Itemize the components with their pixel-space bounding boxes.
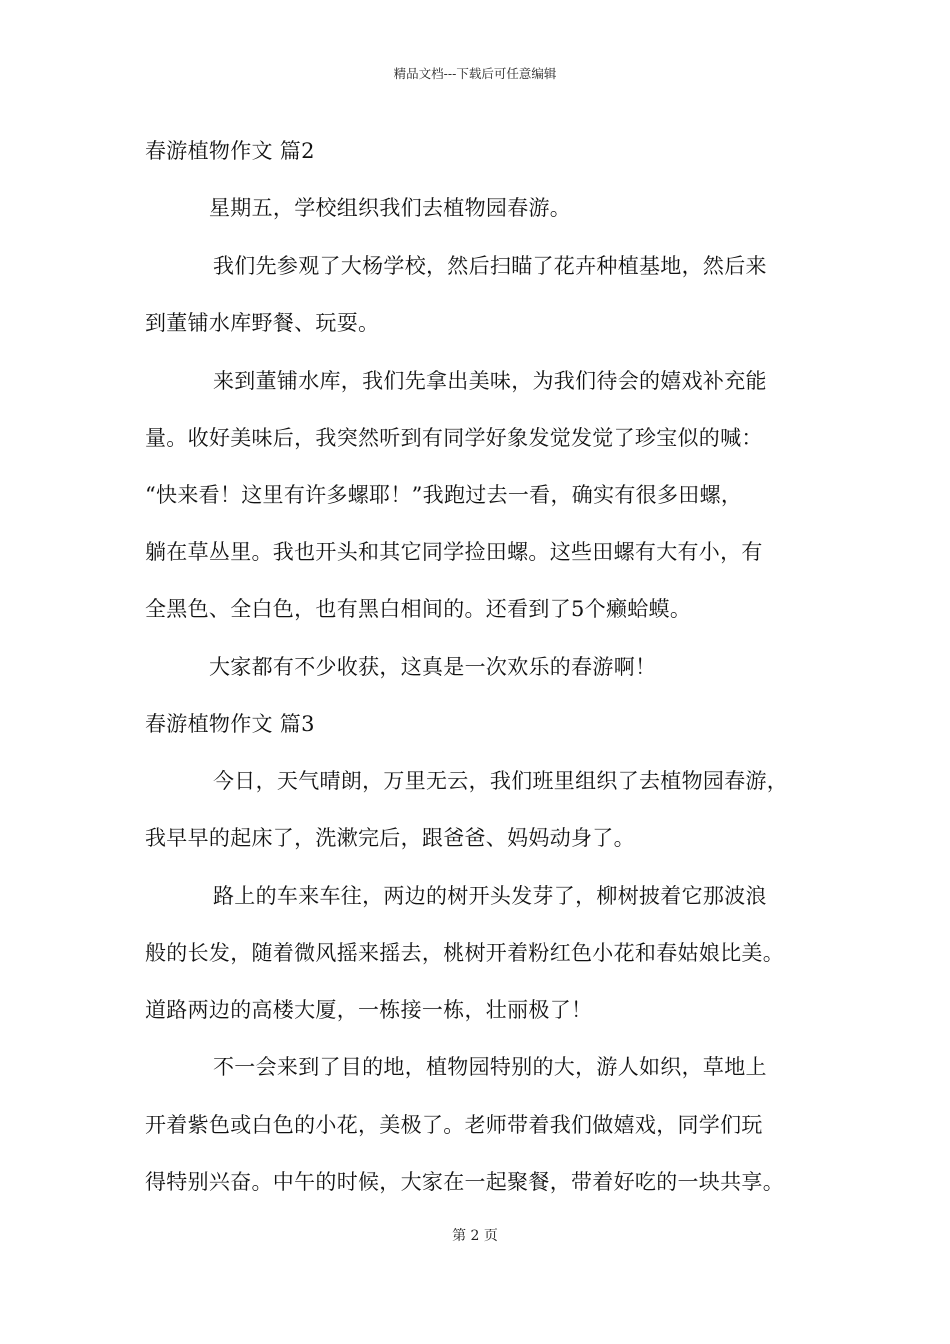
- paragraph-line: 大家都有不少收获，这真是一次欢乐的春游啊！: [209, 655, 657, 679]
- paragraph-line: 躺在草丛里。我也开头和其它同学捡田螺。这些田螺有大有小，有: [145, 540, 763, 564]
- paragraph-line: 到董铺水库野餐、玩耍。: [145, 311, 380, 335]
- page-header: 精品文档---下载后可任意编辑: [393, 66, 557, 81]
- paragraph-line: 来到董铺水库，我们先拿出美味，为我们待会的嬉戏补充能: [213, 369, 767, 393]
- paragraph-line: 得特别兴奋。中午的时候，大家在一起聚餐，带着好吃的一块共享。: [145, 1170, 784, 1194]
- paragraph-line: 全黑色、全白色，也有黑白相间的。还看到了5个癞蛤蟆。: [145, 597, 692, 621]
- paragraph-line: 路上的车来车往，两边的树开头发芽了，柳树披着它那波浪: [213, 884, 767, 908]
- paragraph-line: 不一会来到了目的地，植物园特别的大，游人如织，草地上: [213, 1055, 767, 1079]
- page-number: 第 2 页: [452, 1228, 498, 1244]
- paragraph-line: “快来看！这里有许多螺耶！”我跑过去一看，确实有很多田螺，: [145, 483, 743, 507]
- paragraph-line: 我早早的起床了，洗漱完后，跟爸爸、妈妈动身了。: [145, 826, 635, 850]
- paragraph-line: 开着紫色或白色的小花，美极了。老师带着我们做嬉戏，同学们玩: [145, 1113, 763, 1137]
- paragraph-line: 今日，天气晴朗，万里无云，我们班里组织了去植物园春游，: [213, 769, 789, 793]
- paragraph-line: 我们先参观了大杨学校，然后扫瞄了花卉种植基地，然后来: [213, 254, 767, 278]
- paragraph-line: 道路两边的高楼大厦，一栋接一栋，壮丽极了！: [145, 998, 593, 1022]
- section-title-2: 春游植物作文 篇2: [145, 139, 315, 163]
- section-title-3: 春游植物作文 篇3: [145, 712, 315, 736]
- paragraph-line: 量。收好美味后，我突然听到有同学好象发觉发觉了珍宝似的喊：: [145, 426, 763, 450]
- paragraph-line: 星期五，学校组织我们去植物园春游。: [209, 196, 572, 220]
- paragraph-line: 般的长发，随着微风摇来摇去，桃树开着粉红色小花和春姑娘比美。: [145, 941, 784, 965]
